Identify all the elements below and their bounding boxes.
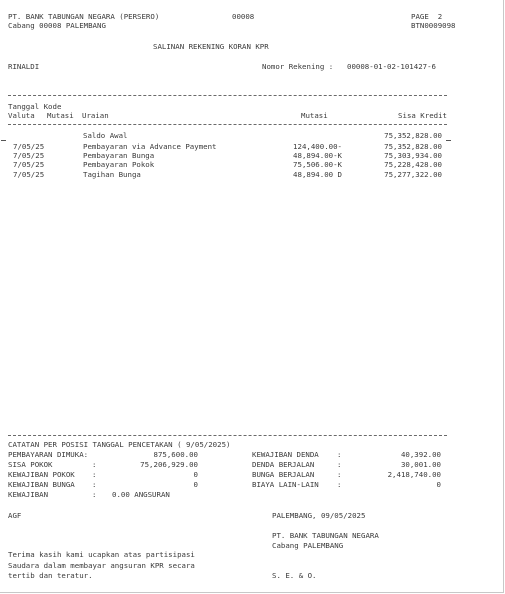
note-value: 0 [193, 480, 198, 489]
bank-name: PT. BANK TABUNGAN NEGARA (PERSERO) [8, 12, 160, 21]
note-separator: : [337, 470, 342, 479]
row-balance: 75,352,828.00 [384, 142, 442, 151]
signature-bank: PT. BANK TABUNGAN NEGARA [272, 531, 379, 540]
row-description: Pembayaran Pokok [83, 160, 155, 169]
errors-omissions-note: S. E. & O. [272, 571, 317, 580]
note-label: KEWAJIBAN BUNGA [8, 480, 75, 489]
note-label: KEWAJIBAN [8, 490, 49, 499]
branch-name: Cabang 00008 PALEMBANG [8, 21, 106, 30]
divider-notes [8, 435, 447, 436]
note-value: 0.00 ANGSURAN [112, 490, 170, 499]
table-header-mutasi: Mutasi [301, 111, 328, 120]
row-amount: 75,506.00-K [293, 160, 342, 169]
document-code: BTN0009098 [411, 21, 456, 30]
note-separator: : [337, 480, 342, 489]
row-date: 7/05/25 [13, 151, 45, 160]
divider-table-header [8, 124, 447, 125]
note-separator: : [337, 460, 342, 469]
table-header-balance: Sisa Kredit [398, 111, 447, 120]
row-description: Saldo Awal [83, 131, 128, 140]
note-separator: : [92, 470, 97, 479]
agent-code: AGF [8, 511, 22, 520]
note-value: 0 [436, 480, 441, 489]
place-date: PALEMBANG, 09/05/2025 [272, 511, 366, 520]
row-balance: 75,352,828.00 [384, 131, 442, 140]
margin-mark-right [446, 140, 451, 141]
thanks-line: Terima kasih kami ucapkan atas partisipasi [8, 550, 195, 559]
document-title: SALINAN REKENING KORAN KPR [153, 42, 269, 51]
row-balance: 75,277,322.00 [384, 170, 442, 179]
note-separator: : [92, 460, 97, 469]
note-separator: : [92, 480, 97, 489]
margin-mark-left [1, 140, 6, 141]
signature-branch: Cabang PALEMBANG [272, 541, 344, 550]
note-value: 30,001.00 [400, 460, 441, 469]
row-amount: 48,894.00-K [293, 151, 342, 160]
table-header-uraian: Uraian [82, 111, 109, 120]
row-balance: 75,228,428.00 [384, 160, 442, 169]
row-amount: 124,400.00- [293, 142, 342, 151]
row-date: 7/05/25 [13, 142, 45, 151]
note-label: PEMBAYARAN DIMUKA: [8, 450, 89, 459]
note-value: 2,418,740.00 [387, 470, 441, 479]
note-value: 875,600.00 [153, 450, 198, 459]
note-label: KEWAJIBAN POKOK [8, 470, 75, 479]
note-value: 75,206,929.00 [140, 460, 198, 469]
row-description: Pembayaran via Advance Payment [83, 142, 217, 151]
note-label: BUNGA BERJALAN [252, 470, 315, 479]
note-label: KEWAJIBAN DENDA [252, 450, 319, 459]
table-header-date-code: Tanggal Kode [8, 102, 62, 111]
row-date: 7/05/25 [13, 160, 45, 169]
table-header-mutasi-code: Mutasi [47, 111, 74, 120]
row-amount: 48,894.00 D [293, 170, 342, 179]
note-label: SISA POKOK [8, 460, 53, 469]
note-separator: : [92, 490, 97, 499]
thanks-line: tertib dan teratur. [8, 571, 93, 580]
divider-top [8, 95, 447, 96]
account-holder: RINALDI [8, 62, 40, 71]
row-balance: 75,303,934.00 [384, 151, 442, 160]
note-label: DENDA BERJALAN [252, 460, 315, 469]
thanks-line: Saudara dalam membayar angsuran KPR secara [8, 561, 195, 570]
account-number-label: Nomor Rekening : [262, 62, 334, 71]
page-number: PAGE 2 [411, 12, 443, 21]
note-value: 0 [193, 470, 198, 479]
notes-title: CATATAN PER POSISI TANGGAL PENCETAKAN ( 9/05/2025) [8, 440, 231, 449]
note-value: 40,392.00 [400, 450, 441, 459]
note-label: BIAYA LAIN-LAIN [252, 480, 319, 489]
account-number: 00008-01-02-101427-6 [347, 62, 436, 71]
table-header-valuta: Valuta [8, 111, 35, 120]
row-description: Pembayaran Bunga [83, 151, 155, 160]
row-date: 7/05/25 [13, 170, 45, 179]
note-separator: : [337, 450, 342, 459]
row-description: Tagihan Bunga [83, 170, 141, 179]
branch-code: 00008 [232, 12, 255, 21]
